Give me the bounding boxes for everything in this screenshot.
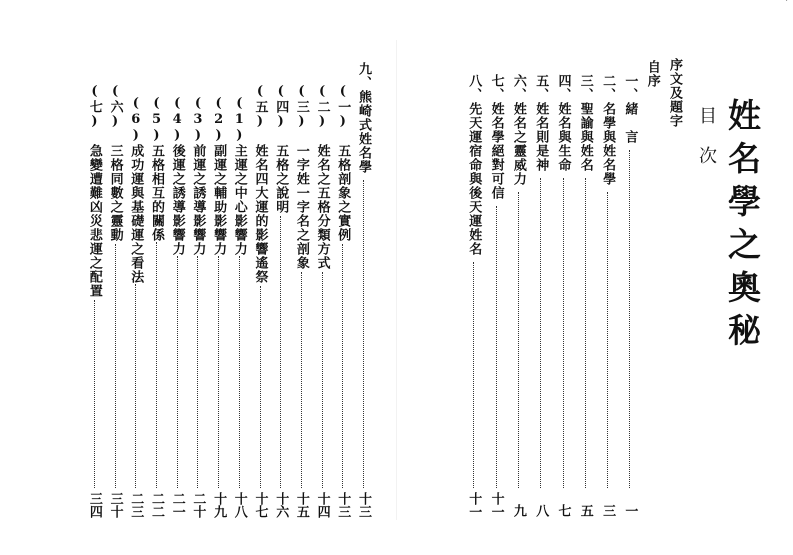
page-number: 三四 [86,492,102,518]
dot-leader [540,178,541,488]
entry-title: (五) 姓名四大運的影響遙祭 [252,84,268,284]
dot-leader [629,150,630,488]
dot-leader [607,192,608,488]
page-number: 二三 [128,492,144,518]
page-number: 三十 [107,492,123,518]
left-page-entry[interactable] [250,0,272,555]
right-page-entry[interactable] [463,0,485,555]
corner-mark: ` [784,0,789,10]
entry-title: (6)成功運與基礎運之看法 [128,96,144,284]
entry-title: 自序 [644,60,660,88]
left-page-entry[interactable] [84,0,106,555]
left-page-entry[interactable] [229,0,251,555]
page-number: 十六 [273,492,289,518]
entry-title: (5)五格相互的關係 [149,96,164,242]
left-page-entry[interactable] [332,0,354,555]
dot-leader [260,286,261,488]
page-number: 十四 [314,492,330,518]
left-page [0,0,396,555]
entry-title: (四) 五格之說明 [273,84,289,214]
entry-title: 九、熊崎式姓名學 [356,62,371,174]
entry-title: (三) 一字姓一字名之剖象 [293,84,309,270]
right-page-entry[interactable] [597,0,619,555]
entry-title: (六) 三格同數之靈動 [107,84,123,242]
left-page-entry[interactable] [312,0,334,555]
entry-title: (1)主運之中心影響力 [231,96,247,256]
dot-leader [585,178,586,488]
dot-leader [496,206,497,488]
entry-title: 七、姓名學絕對可信 [488,74,504,200]
dot-leader [239,256,240,488]
entry-title: (2)副運之輔助影響力 [211,96,227,256]
right-page-entry[interactable] [575,0,597,555]
entry-title: (二) 姓名之五格分類方式 [314,84,330,270]
entry-title: 二、名學與姓名學 [600,74,616,186]
left-page-entry[interactable] [291,0,313,555]
left-page-entry[interactable] [187,0,209,555]
left-page-entry[interactable] [270,0,292,555]
right-page-entry[interactable] [642,0,664,555]
left-page-entry[interactable] [353,0,375,555]
left-page-entry[interactable] [105,0,127,555]
dot-leader [473,262,474,488]
left-page-entry[interactable] [167,0,189,555]
dot-leader [342,244,343,488]
dot-leader [218,256,219,488]
page-number: 十三 [335,492,351,518]
entry-title: (一) 五格剖象之實例 [335,84,351,242]
left-page-entry[interactable] [146,0,168,555]
page-number: 五 [577,504,593,517]
page-number: 十三 [356,492,371,518]
dot-leader [197,256,198,488]
right-page-entry[interactable] [553,0,575,555]
entry-title: 六、姓名之靈威力 [510,74,526,186]
entry-title: 一、緒 言 [622,74,638,144]
page-number: 十七 [252,492,268,518]
page-number: 十一 [466,492,482,518]
right-page-entry[interactable] [486,0,508,555]
entry-title: 八、先天運宿命與後天運姓名 [466,74,482,256]
page-number: 十九 [211,492,227,518]
dot-leader [518,192,519,488]
entry-title: 序文及題字 [667,58,682,128]
left-page-entry[interactable] [208,0,230,555]
dot-leader [280,216,281,488]
page-number: 二二 [149,492,164,518]
entry-title: (4)後運之誘導影響力 [169,96,185,256]
right-page-entry[interactable] [619,0,641,555]
dot-leader [177,256,178,488]
right-page-entry[interactable] [530,0,552,555]
left-page-entry[interactable] [125,0,147,555]
right-page-entry[interactable] [508,0,530,555]
page-number: 二一 [169,492,185,518]
page-number: 九 [510,504,526,517]
page-number: 七 [555,504,571,517]
page-number: 十一 [488,492,504,518]
page-number: 八 [533,504,549,517]
entry-title: (七) 急變遭難凶災悲運之配置 [86,84,102,298]
dot-leader [363,180,364,488]
toc-heading: 目次 [696,106,717,186]
dot-leader [94,300,95,488]
entry-title: 五、姓名則是神 [533,74,549,172]
dot-leader [301,272,302,488]
dot-leader [563,178,564,488]
page-number: 三 [600,504,616,517]
book-title: 姓名學之奧秘 [723,98,762,356]
right-page-entry[interactable] [664,0,686,555]
dot-leader [156,242,157,488]
entry-title: (3)前運之誘導影響力 [190,96,206,256]
dot-leader [322,272,323,488]
page-number: 十五 [293,492,309,518]
entry-title: 四、姓名與生命 [555,74,571,172]
page-number: 二十 [190,492,206,518]
entry-title: 三、聖諭與姓名 [577,74,593,172]
page-number: 一 [622,504,638,517]
page-number: 十八 [231,492,247,518]
dot-leader [115,244,116,488]
dot-leader [135,284,136,488]
